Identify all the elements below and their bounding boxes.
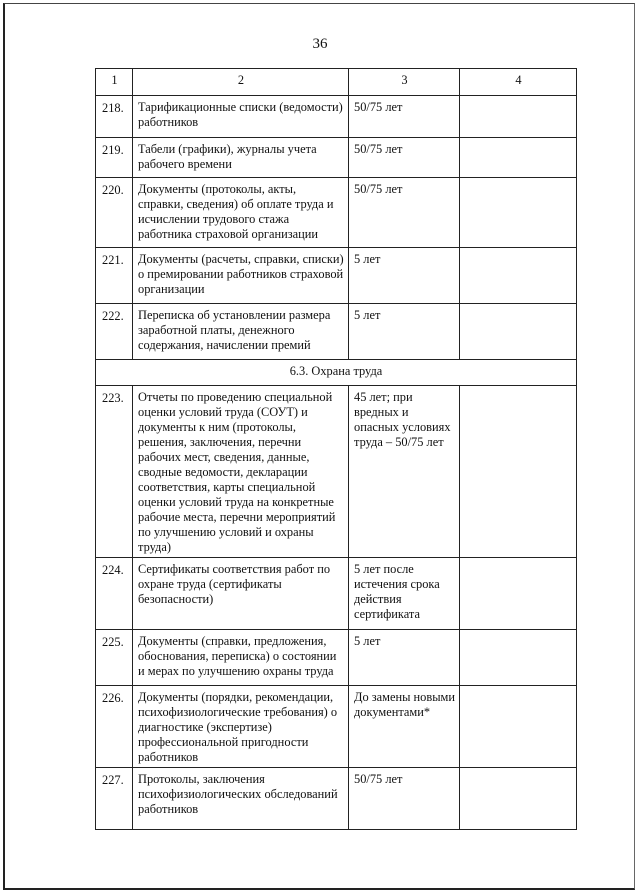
note-cell — [460, 558, 577, 630]
row-number: 226. — [96, 686, 133, 768]
table-row — [96, 686, 577, 768]
document-name: Отчеты по проведению специальной оценки условий труда (СОУТ) и документы к ним (протоколы, решения, заключения, перечни рабочих мест, сведения, данные, сводные ведомости, декларации соответствия, карты специальной оценки условий труда на конкретные рабочие места, перечни мероприятий по улучшению условий и охраны труда) — [133, 386, 349, 558]
table-row — [96, 386, 577, 558]
note-cell — [460, 686, 577, 768]
header-col-1: 1 — [96, 69, 133, 96]
document-name: Тарификационные списки (ведомости) работников — [133, 96, 349, 138]
retention-term: 5 лет — [349, 248, 460, 304]
table-row — [96, 96, 577, 138]
document-name: Документы (справки, предложения, обоснования, переписка) о состоянии и мерах по улучшению охраны труда — [133, 630, 349, 686]
retention-term: 50/75 лет — [349, 96, 460, 138]
row-number: 225. — [96, 630, 133, 686]
document-name: Переписка об установлении размера заработной платы, денежного содержания, начислении премий — [133, 304, 349, 360]
header-col-4: 4 — [460, 69, 577, 96]
row-number: 218. — [96, 96, 133, 138]
row-number: 221. — [96, 248, 133, 304]
row-number: 224. — [96, 558, 133, 630]
retention-term: 50/75 лет — [349, 138, 460, 178]
note-cell — [460, 248, 577, 304]
section-row — [96, 360, 577, 386]
table-row — [96, 178, 577, 248]
row-number: 219. — [96, 138, 133, 178]
table-row — [96, 248, 577, 304]
document-name: Сертификаты соответствия работ по охране труда (сертификаты безопасности) — [133, 558, 349, 630]
table-row — [96, 630, 577, 686]
note-cell — [460, 96, 577, 138]
table-row — [96, 138, 577, 178]
row-number: 227. — [96, 768, 133, 830]
retention-term: До замены новыми документами* — [349, 686, 460, 768]
page-number: 36 — [312, 36, 328, 52]
retention-table — [95, 68, 577, 830]
retention-term: 5 лет — [349, 304, 460, 360]
header-col-2: 2 — [133, 69, 349, 96]
retention-term: 50/75 лет — [349, 768, 460, 830]
note-cell — [460, 768, 577, 830]
note-cell — [460, 304, 577, 360]
document-name: Документы (протоколы, акты, справки, сведения) об оплате труда и исчислении трудового стажа работника страховой организации — [133, 178, 349, 248]
note-cell — [460, 138, 577, 178]
row-number: 223. — [96, 386, 133, 558]
table-row — [96, 558, 577, 630]
retention-term: 5 лет после истечения срока действия сертификата — [349, 558, 460, 630]
row-number: 220. — [96, 178, 133, 248]
note-cell — [460, 630, 577, 686]
retention-term: 50/75 лет — [349, 178, 460, 248]
table-row — [96, 768, 577, 830]
document-name: Протоколы, заключения психофизиологических обследований работников — [133, 768, 349, 830]
retention-term: 45 лет; при вредных и опасных условиях труда – 50/75 лет — [349, 386, 460, 558]
document-name: Документы (расчеты, справки, списки) о премировании работников страховой организации — [133, 248, 349, 304]
table-row — [96, 304, 577, 360]
section-title: 6.3. Охрана труда — [96, 360, 577, 386]
header-col-3: 3 — [349, 69, 460, 96]
note-cell — [460, 178, 577, 248]
table-header-row — [96, 69, 577, 96]
row-number: 222. — [96, 304, 133, 360]
retention-term: 5 лет — [349, 630, 460, 686]
document-name: Табели (графики), журналы учета рабочего времени — [133, 138, 349, 178]
document-name: Документы (порядки, рекомендации, психофизиологические требования) о диагностике (экспертизе) профессиональной пригодности работников — [133, 686, 349, 768]
note-cell — [460, 386, 577, 558]
